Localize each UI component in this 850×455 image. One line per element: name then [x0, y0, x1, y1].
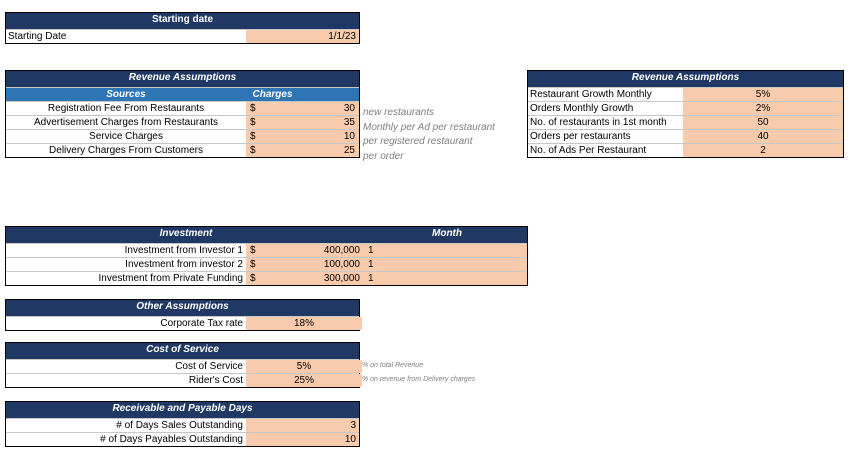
investment-header: [6, 227, 527, 243]
currency-symbol: $: [250, 245, 256, 256]
cost-of-service-row: [6, 373, 359, 387]
revenue-note: per order: [363, 151, 404, 162]
currency-symbol: $: [250, 131, 256, 142]
revenue-growth-value[interactable]: 50: [683, 116, 843, 129]
currency-symbol: $: [250, 259, 256, 270]
revenue-note: per registered restaurant: [363, 136, 473, 147]
investment-label: Investment from Private Funding: [98, 273, 243, 284]
starting-date-label: Starting Date: [8, 31, 67, 42]
revenue-growth-row: [528, 129, 843, 143]
revenue-growth-value[interactable]: 5%: [683, 88, 843, 101]
revenue-growth-table: [527, 70, 844, 158]
investment-row: [6, 243, 527, 257]
cost-note: % on total Revenue: [362, 362, 424, 369]
currency-symbol: $: [250, 103, 256, 114]
currency-symbol: $: [250, 145, 256, 156]
investment-label: Investment from investor 2: [125, 259, 243, 270]
revenue-charge-value[interactable]: 10: [343, 131, 355, 142]
investment-amount[interactable]: 100,000: [323, 259, 360, 270]
currency-symbol: $: [250, 117, 256, 128]
cost-of-service-header: Cost of Service: [6, 343, 359, 359]
cost-of-service-value[interactable]: 25%: [246, 374, 362, 387]
corporate-tax-row: [6, 316, 359, 330]
investment-table: [5, 226, 528, 286]
month-header-label: Month: [432, 228, 462, 239]
investment-value-cell: [246, 272, 527, 285]
investment-header-label: Investment: [159, 228, 213, 239]
revenue-source-row: [6, 101, 359, 115]
revenue-growth-row: [528, 101, 843, 115]
revenue-note: new restaurants: [363, 107, 435, 118]
investment-month[interactable]: 1: [368, 259, 374, 270]
revenue-source-label: Registration Fee From Restaurants: [47, 103, 205, 114]
revenue-growth-value[interactable]: 2%: [683, 102, 843, 115]
cost-note: % on revenue from Delivery charges: [362, 376, 476, 383]
revenue-source-label: Service Charges: [89, 131, 163, 142]
starting-date-value[interactable]: 1/1/23: [246, 30, 359, 43]
revenue-growth-header: Revenue Assumptions: [528, 71, 843, 87]
revenue-growth-label: Orders Monthly Growth: [530, 103, 634, 114]
revenue-source-row: [6, 143, 359, 157]
corporate-tax-value[interactable]: 18%: [246, 317, 362, 330]
investment-label: Investment from Investor 1: [124, 245, 243, 256]
receivable-payable-row: [6, 418, 359, 432]
revenue-growth-row: [528, 115, 843, 129]
investment-amount[interactable]: 300,000: [323, 273, 360, 284]
cost-of-service-label: Cost of Service: [175, 361, 243, 372]
other-assumptions-table: [5, 299, 360, 331]
cost-of-service-label: Rider's Cost: [188, 375, 243, 386]
receivable-payable-label: # of Days Sales Outstanding: [116, 420, 243, 431]
charges-column-header: Charges: [252, 89, 293, 100]
receivable-payable-header: Receivable and Payable Days: [6, 402, 359, 418]
revenue-charge-cell: [246, 102, 359, 115]
revenue-growth-label: No. of restaurants in 1st month: [530, 117, 667, 128]
cost-of-service-table: [5, 342, 360, 388]
starting-date-row: [6, 29, 359, 43]
revenue-charge-value[interactable]: 30: [343, 103, 355, 114]
investment-row: [6, 257, 527, 271]
revenue-growth-label: No. of Ads Per Restaurant: [530, 145, 647, 156]
receivable-payable-value[interactable]: 3: [246, 419, 359, 432]
revenue-source-row: [6, 129, 359, 143]
currency-symbol: $: [250, 273, 256, 284]
cost-of-service-value[interactable]: 5%: [246, 360, 362, 373]
revenue-growth-row: [528, 87, 843, 101]
corporate-tax-label: Corporate Tax rate: [160, 318, 243, 329]
investment-value-cell: [246, 258, 527, 271]
revenue-growth-row: [528, 143, 843, 157]
receivable-payable-label: # of Days Payables Outstanding: [100, 434, 243, 445]
investment-month[interactable]: 1: [368, 273, 374, 284]
revenue-charge-value[interactable]: 35: [343, 117, 355, 128]
revenue-sources-table: [5, 70, 360, 158]
revenue-growth-value[interactable]: 40: [683, 130, 843, 143]
revenue-growth-value[interactable]: 2: [683, 144, 843, 157]
starting-date-table: [5, 12, 360, 44]
receivable-payable-value[interactable]: 10: [246, 433, 359, 446]
revenue-charge-cell: [246, 144, 359, 157]
investment-value-cell: [246, 244, 527, 257]
starting-date-header: Starting date: [6, 13, 359, 29]
receivable-payable-table: [5, 401, 360, 447]
cost-of-service-row: [6, 359, 359, 373]
revenue-sources-header: Revenue Assumptions: [6, 71, 359, 87]
revenue-source-row: [6, 115, 359, 129]
investment-row: [6, 271, 527, 285]
revenue-charge-value[interactable]: 25: [343, 145, 355, 156]
investment-month[interactable]: 1: [368, 245, 374, 256]
revenue-charge-cell: [246, 116, 359, 129]
revenue-growth-label: Restaurant Growth Monthly: [530, 89, 652, 100]
revenue-note: Monthly per Ad per restaurant: [363, 122, 495, 133]
revenue-source-label: Advertisement Charges from Restaurants: [34, 117, 218, 128]
revenue-growth-label: Orders per restaurants: [530, 131, 631, 142]
sources-column-header: Sources: [106, 89, 146, 100]
revenue-charge-cell: [246, 130, 359, 143]
revenue-source-label: Delivery Charges From Customers: [49, 145, 203, 156]
revenue-sources-subheader: [6, 87, 359, 101]
other-assumptions-header: Other Assumptions: [6, 300, 359, 316]
receivable-payable-row: [6, 432, 359, 446]
investment-amount[interactable]: 400,000: [323, 245, 360, 256]
